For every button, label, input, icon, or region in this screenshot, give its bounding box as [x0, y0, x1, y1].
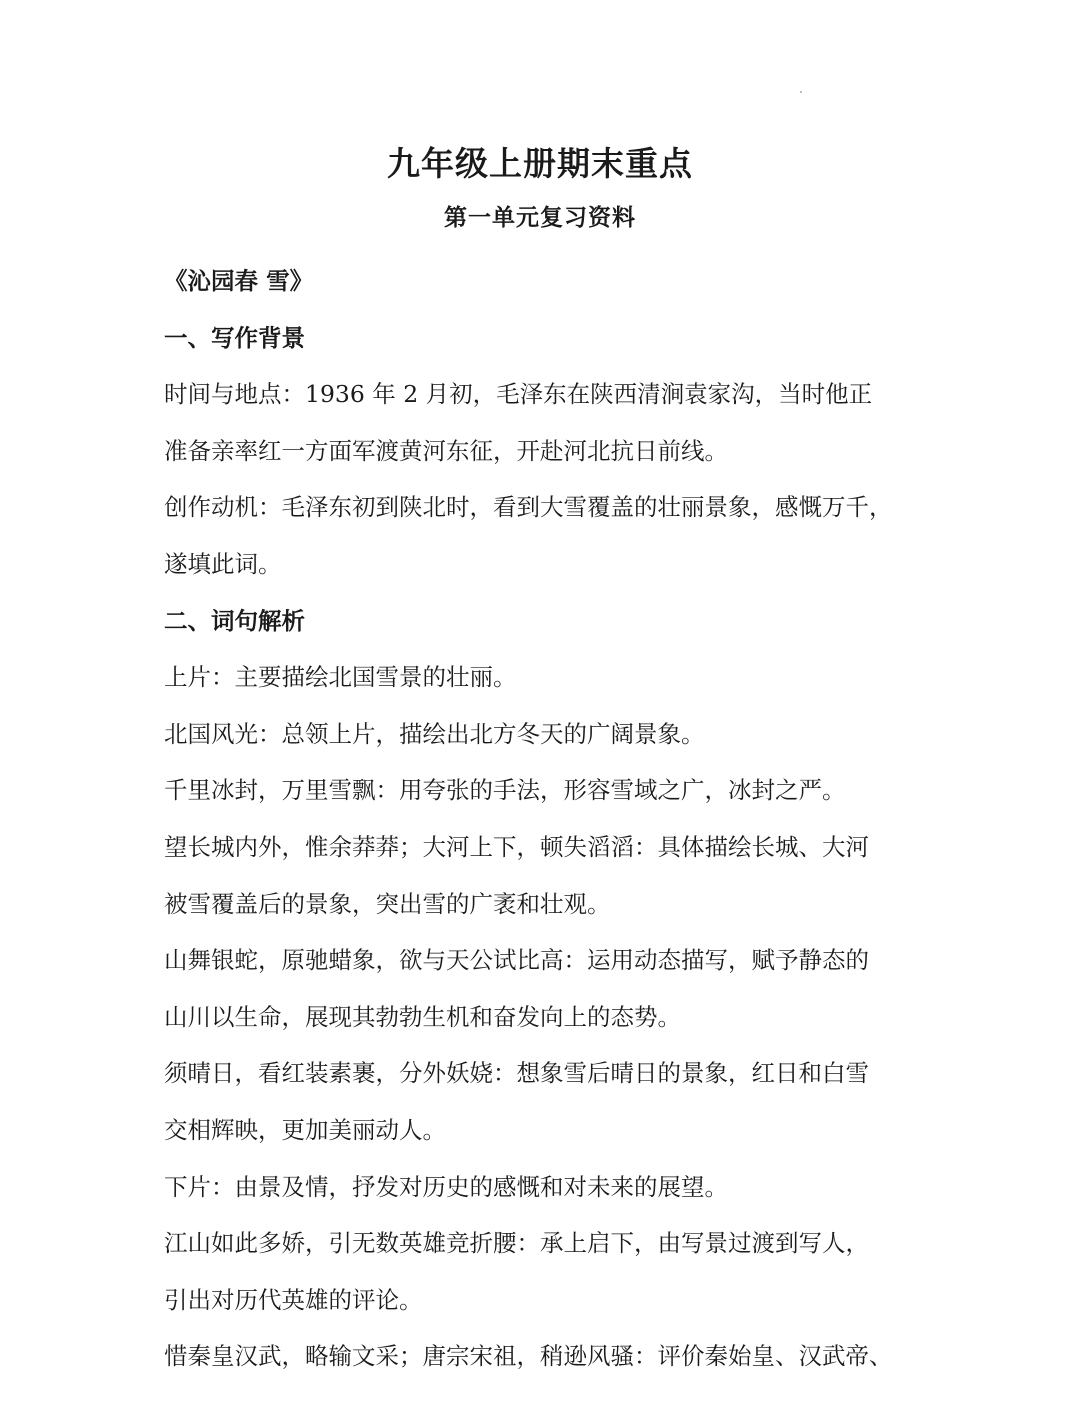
body-text-line: 时间与地点：1936 年 2 月初，毛泽东在陕西清涧袁家沟，当时他正: [164, 380, 873, 409]
body-text-line: 须晴日，看红装素裹，分外妖娆：想象雪后晴日的景象，红日和白雪: [164, 1059, 869, 1088]
body-text-line: 望长城内外，惟余莽莽；大河上下，顿失滔滔：具体描绘长城、大河: [164, 832, 869, 861]
body-text-line: 千里冰封，万里雪飘：用夸张的手法，形容雪域之广，冰封之严。: [164, 776, 846, 805]
body-text-line: 山川以生命，展现其勃勃生机和奋发向上的态势。: [164, 1002, 681, 1031]
body-text-line: 北国风光：总领上片，描绘出北方冬天的广阔景象。: [164, 719, 705, 748]
section-heading: 二、词句解析: [164, 606, 305, 635]
body-text-line: 创作动机：毛泽东初到陕北时，看到大雪覆盖的壮丽景象，感慨万千，: [164, 493, 893, 522]
body-text-line: 准备亲率红一方面军渡黄河东征，开赴河北抗日前线。: [164, 436, 728, 465]
document-body: [164, 253, 924, 1385]
section-heading: 《沁园春 雪》: [164, 267, 314, 295]
body-text-line: 下片：由景及情，抒发对历史的感慨和对未来的展望。: [164, 1172, 728, 1201]
body-text-line: 惜秦皇汉武，略输文采；唐宗宋祖，稍逊风骚：评价秦始皇、汉武帝、: [164, 1342, 893, 1371]
scan-speck: [800, 91, 802, 93]
body-text-line: 上片：主要描绘北国雪景的壮丽。: [164, 663, 517, 692]
body-text-line: 被雪覆盖后的景象，突出雪的广袤和壮观。: [164, 889, 611, 918]
document-subtitle: 第一单元复习资料: [444, 205, 636, 231]
body-text-line: 引出对历代英雄的评论。: [164, 1285, 423, 1314]
body-text-line: 江山如此多娇，引无数英雄竞折腰：承上启下，由写景过渡到写人，: [164, 1229, 869, 1258]
document-title: 九年级上册期末重点: [387, 144, 693, 183]
section-heading: 一、写作背景: [164, 323, 305, 352]
body-text-line: 山舞银蛇，原驰蜡象，欲与天公试比高：运用动态描写，赋予静态的: [164, 946, 869, 975]
body-text-line: 遂填此词。: [164, 549, 282, 578]
body-text-line: 交相辉映，更加美丽动人。: [164, 1115, 446, 1144]
